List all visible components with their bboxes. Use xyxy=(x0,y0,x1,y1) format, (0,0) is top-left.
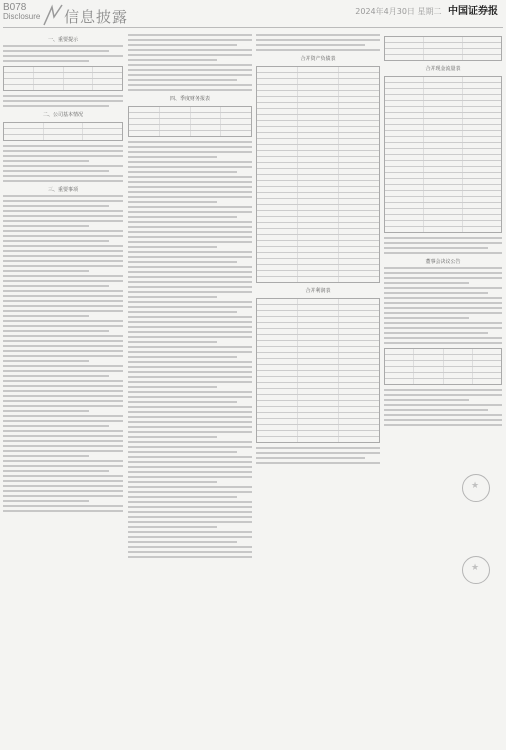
section-heading: 一、重要提示 xyxy=(47,37,78,43)
section-heading: 二、公司基本情况 xyxy=(42,112,83,118)
balance-sheet-table xyxy=(256,66,380,283)
section-heading: 四、季度财务报表 xyxy=(169,96,210,102)
data-table xyxy=(3,66,123,91)
masthead-date: 2024年4月30日 星期二 xyxy=(355,7,442,16)
data-table xyxy=(384,36,502,61)
section-heading: 合并利润表 xyxy=(305,288,331,294)
data-table xyxy=(384,348,502,385)
column-3 xyxy=(256,32,380,740)
page-code-en: Disclosure xyxy=(3,12,41,21)
page-code: B078 xyxy=(3,2,27,13)
section-heading: 三、重要事项 xyxy=(47,187,78,193)
header-rule xyxy=(3,27,503,28)
data-table xyxy=(3,122,123,141)
column-4 xyxy=(384,32,502,740)
section-heading: 合并现金流量表 xyxy=(425,66,461,72)
column-1 xyxy=(3,32,123,740)
masthead-paper: 中国证券报 xyxy=(448,6,498,17)
company-seal-icon xyxy=(462,556,490,584)
section-heading: 董事会决议公告 xyxy=(425,259,461,265)
data-table xyxy=(128,106,252,137)
column-2 xyxy=(128,32,252,740)
cash-flow-table xyxy=(384,76,502,233)
section-heading: 合并资产负债表 xyxy=(300,56,336,62)
section-title: 信息披露 xyxy=(64,8,129,26)
page-header xyxy=(0,0,506,34)
company-seal-icon xyxy=(462,474,490,502)
income-statement-table xyxy=(256,298,380,443)
header-decoration-icon xyxy=(42,3,64,27)
masthead xyxy=(355,2,498,17)
